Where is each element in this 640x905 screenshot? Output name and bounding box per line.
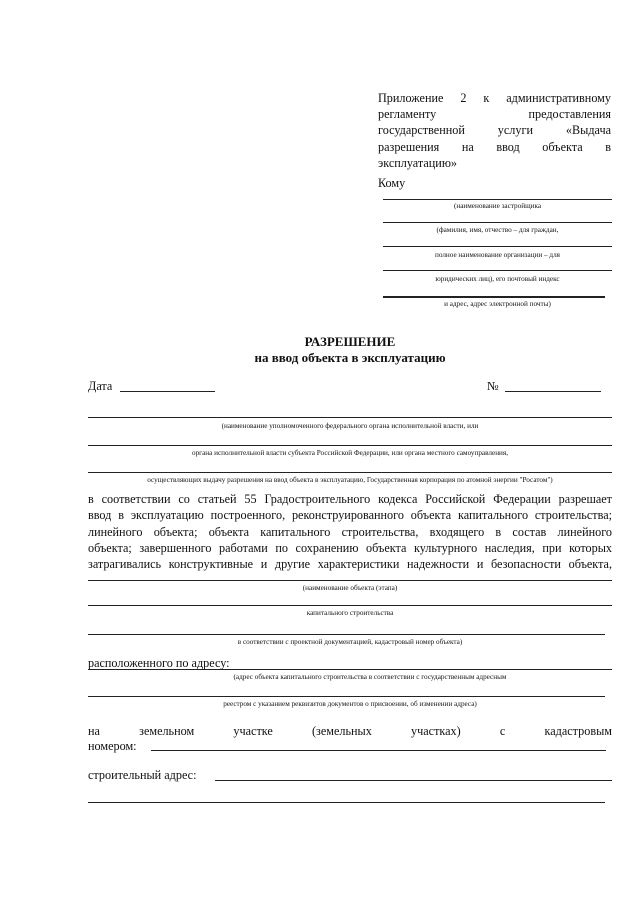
to-caption-5: и адрес, адрес электронной почты) bbox=[444, 300, 551, 308]
to-label: Кому bbox=[378, 176, 406, 190]
appendix-line-2: регламенту предоставления bbox=[378, 107, 611, 122]
title-line-2: на ввод объекта в эксплуатацию bbox=[254, 350, 446, 365]
authority-caption-1: (наименование уполномоченного федерального органа исполнительной власти, или bbox=[221, 422, 479, 430]
appendix-line-1: Приложение 2 к административному bbox=[378, 91, 611, 105]
authority-caption-3: осуществляющих выдачу разрешения на ввод объекта в эксплуатацию, Государственная корпорация по атомной энергии "Росатом") bbox=[147, 476, 553, 484]
appendix-line-3: государственной услуги «Выдача bbox=[378, 123, 611, 138]
authority-line-1[interactable] bbox=[88, 417, 612, 418]
object-line-2[interactable] bbox=[88, 605, 612, 606]
construction-address-label: строительный адрес: bbox=[88, 768, 197, 782]
authority-line-2[interactable] bbox=[88, 445, 612, 446]
object-caption-3: в соответствии с проектной документацией, кадастровый номер объекта) bbox=[237, 638, 463, 646]
land-line-1: на земельном участке (земельных участках) с кадастровым bbox=[88, 724, 612, 738]
body-line-1: в соответствии со статьей 55 Градостроительного кодекса Российской Федерации разрешает bbox=[88, 492, 612, 506]
to-line-2[interactable] bbox=[383, 222, 612, 223]
appendix-line-4: разрешения на ввод объекта в bbox=[378, 139, 611, 154]
object-line-3[interactable] bbox=[88, 634, 605, 635]
body-line-3: линейного объекта; объекта капитального строительства, входящего в состав линейного bbox=[88, 524, 612, 539]
body-line-4: объекта; завершенного работами по сохранению объекта культурного наследия, при которых bbox=[88, 540, 612, 555]
to-line-3[interactable] bbox=[383, 246, 612, 247]
address-line-2[interactable] bbox=[88, 696, 605, 697]
appendix-line-5: эксплуатацию» bbox=[378, 155, 458, 170]
land-line-2-label: номером: bbox=[88, 739, 137, 753]
to-caption-4: юридических лиц), его почтовый индекс bbox=[435, 275, 560, 283]
construction-address-field-1[interactable] bbox=[215, 780, 612, 781]
address-caption-2: реестром с указанием реквизитов документов о присвоении, об изменении адреса) bbox=[223, 700, 477, 708]
address-line-1[interactable] bbox=[88, 669, 612, 670]
cadastral-number-field[interactable] bbox=[151, 750, 606, 751]
to-line-4[interactable] bbox=[383, 270, 612, 271]
object-caption-2: капитального строительства bbox=[306, 609, 394, 617]
object-line-1[interactable] bbox=[88, 580, 612, 581]
to-caption-1: (наименование застройщика bbox=[453, 202, 542, 210]
address-label: расположенного по адресу: bbox=[88, 656, 230, 670]
authority-line-3[interactable] bbox=[88, 472, 612, 473]
date-field[interactable] bbox=[120, 378, 215, 392]
to-caption-2: (фамилия, имя, отчество – для граждан, bbox=[436, 226, 559, 234]
to-line-1[interactable] bbox=[383, 199, 612, 200]
body-line-5: затрагивались конструктивные и другие характеристики надежности и безопасности объекта, bbox=[88, 557, 612, 572]
authority-caption-2: органа исполнительной власти субъекта Российской Федерации, или органа местного самоуправления, bbox=[191, 449, 508, 457]
number-field[interactable] bbox=[505, 378, 601, 392]
body-line-2: ввод в эксплуатацию построенного, реконструированного объекта капитального строительства; bbox=[88, 508, 612, 523]
to-line-5[interactable] bbox=[383, 296, 605, 298]
date-label: Дата bbox=[88, 379, 113, 393]
number-label: № bbox=[487, 379, 499, 393]
document-title bbox=[0, 334, 640, 366]
address-caption-1: (адрес объекта капитального строительства в соответствии с государственным адресным bbox=[233, 673, 507, 681]
title-line-1: РАЗРЕШЕНИЕ bbox=[304, 334, 396, 349]
object-caption-1: (наименование объекта (этапа) bbox=[302, 584, 398, 592]
body-paragraph bbox=[88, 491, 612, 572]
construction-address-field-2[interactable] bbox=[88, 802, 605, 803]
to-caption-3: полное наименование организации – для bbox=[434, 251, 560, 259]
appendix-block bbox=[378, 90, 611, 171]
